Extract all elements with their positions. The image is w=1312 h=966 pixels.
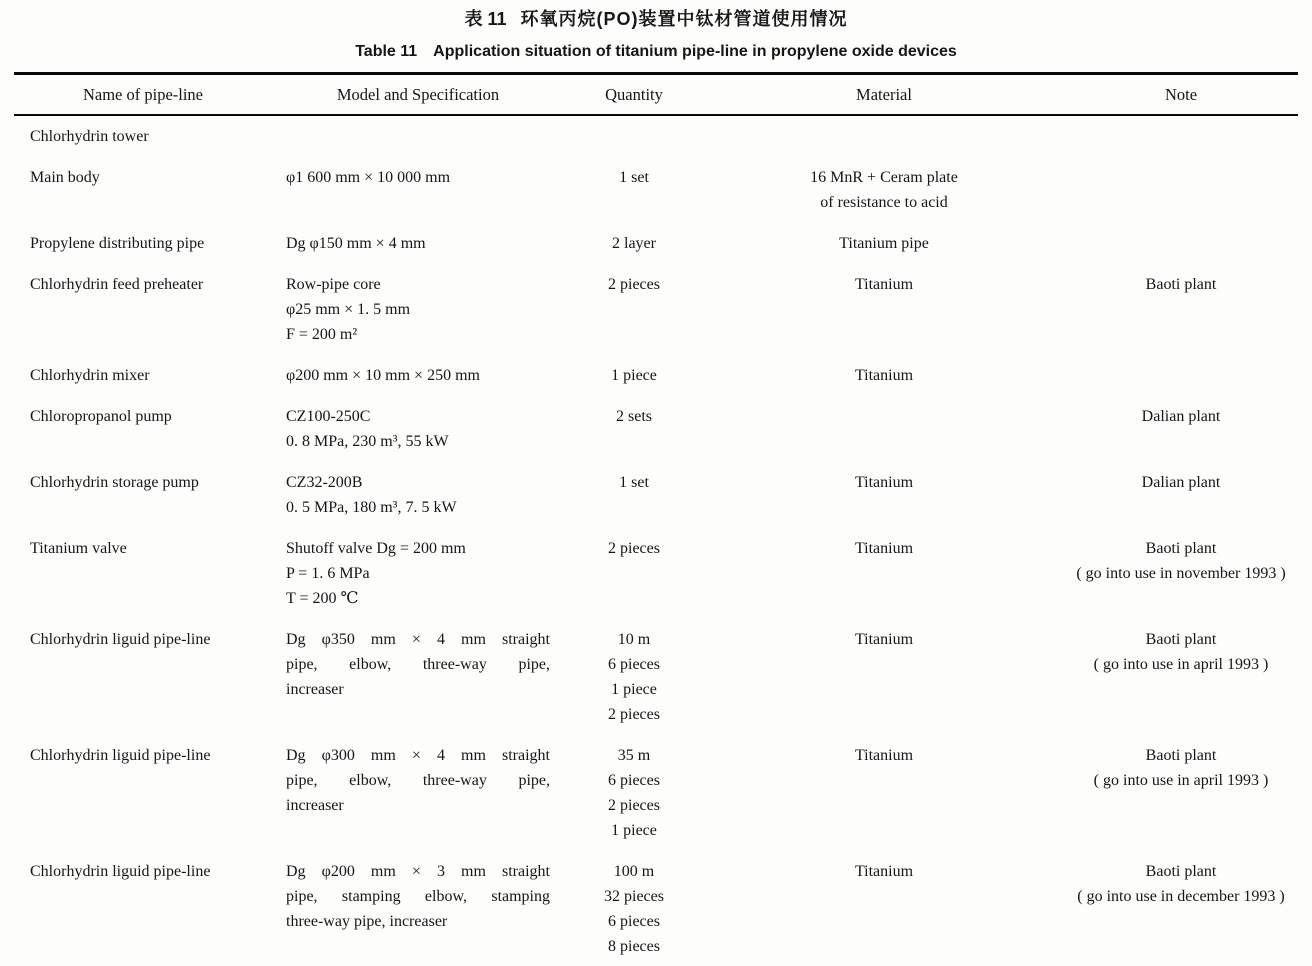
cell-line: Chlorhydrin feed preheater	[30, 276, 204, 293]
cell-line: ( go into use in december 1993 )	[1077, 888, 1285, 905]
name-cell	[14, 264, 272, 355]
cell-line: Dg φ150 mm × 4 mm	[286, 235, 426, 252]
name-cell	[14, 619, 272, 735]
table-row	[14, 619, 1298, 735]
note-cell	[1064, 355, 1298, 396]
cell-line: pipe, elbow, three-way pipe,	[286, 772, 550, 789]
cell-line: three-way pipe, increaser	[286, 913, 448, 930]
cell-line: Baoti plant	[1145, 276, 1217, 293]
spec-cell	[272, 528, 564, 619]
table-row	[14, 462, 1298, 528]
cell-line: Chlorhydrin tower	[30, 128, 149, 145]
cell-line: Dg φ300 mm × 4 mm straight	[286, 747, 550, 764]
name-cell	[14, 355, 272, 396]
cell-line: Chlorhydrin storage pump	[30, 474, 199, 491]
table-row	[14, 735, 1298, 851]
cell-line: 0. 8 MPa, 230 m³, 55 kW	[286, 433, 449, 450]
cell-line: Dg φ350 mm × 4 mm straight	[286, 631, 550, 648]
material-cell	[704, 528, 1064, 619]
cell-line: 8 pieces	[608, 938, 660, 955]
quantity-cell	[564, 462, 704, 528]
cell-line: 1 piece	[611, 681, 657, 698]
note-cell	[1064, 115, 1298, 157]
table-captions	[0, 0, 1312, 61]
cell-line: 2 pieces	[608, 540, 660, 557]
spec-text	[286, 470, 550, 520]
cell-line: increaser	[286, 797, 344, 814]
col-header-material: Material	[704, 74, 1064, 116]
quantity-cell	[564, 851, 704, 966]
material-cell	[704, 157, 1064, 223]
cell-line: P = 1. 6 MPa	[286, 565, 370, 582]
cell-line: Dg φ200 mm × 3 mm straight	[286, 863, 550, 880]
cell-line: Titanium	[854, 367, 914, 384]
note-cell	[1064, 223, 1298, 264]
note-cell	[1064, 735, 1298, 851]
cell-line: 1 set	[619, 474, 649, 491]
quantity-cell	[564, 264, 704, 355]
cell-line: Baoti plant	[1145, 540, 1217, 557]
spec-text	[286, 536, 550, 611]
material-cell	[704, 355, 1064, 396]
cell-line: ( go into use in november 1993 )	[1076, 565, 1286, 582]
material-cell	[704, 851, 1064, 966]
spec-cell	[272, 115, 564, 157]
table-caption-english-label: Table 11	[355, 43, 418, 60]
quantity-cell	[564, 157, 704, 223]
pipeline-table	[14, 72, 1298, 966]
cell-line: 0. 5 MPa, 180 m³, 7. 5 kW	[286, 499, 457, 516]
cell-line: Dalian plant	[1141, 474, 1221, 491]
cell-line: 1 piece	[611, 822, 657, 839]
table-wrapper	[14, 72, 1298, 966]
cell-line: 100 m	[613, 863, 655, 880]
col-header-spec: Model and Specification	[272, 74, 564, 116]
quantity-cell	[564, 115, 704, 157]
spec-text	[286, 363, 550, 388]
quantity-cell	[564, 396, 704, 462]
spec-cell	[272, 462, 564, 528]
table-row	[14, 157, 1298, 223]
table-caption-chinese	[0, 5, 1312, 31]
cell-line: increaser	[286, 681, 344, 698]
table-row	[14, 396, 1298, 462]
cell-line: Propylene distributing pipe	[30, 235, 205, 252]
table-caption-english	[0, 43, 1312, 61]
cell-line: Chlorhydrin liguid pipe-line	[30, 747, 211, 764]
table-row	[14, 851, 1298, 966]
cell-line: Titanium	[854, 276, 914, 293]
table-header	[14, 74, 1298, 116]
note-cell	[1064, 396, 1298, 462]
note-cell	[1064, 619, 1298, 735]
material-cell	[704, 396, 1064, 462]
table-row	[14, 115, 1298, 157]
quantity-cell	[564, 735, 704, 851]
cell-line: 2 sets	[616, 408, 652, 425]
spec-cell	[272, 264, 564, 355]
cell-line: of resistance to acid	[820, 194, 948, 211]
name-cell	[14, 735, 272, 851]
spec-cell	[272, 355, 564, 396]
table-caption-chinese-label: 表 11	[464, 9, 507, 29]
cell-line: φ200 mm × 10 mm × 250 mm	[286, 367, 480, 384]
cell-line: CZ32-200B	[286, 474, 363, 491]
cell-line: Titanium pipe	[839, 235, 929, 252]
cell-line: pipe, stamping elbow, stamping	[286, 888, 550, 905]
cell-line: T = 200 ℃	[286, 590, 359, 607]
cell-line: Chlorhydrin liguid pipe-line	[30, 863, 211, 880]
material-cell	[704, 264, 1064, 355]
cell-line: Dalian plant	[1141, 408, 1221, 425]
cell-line: 2 layer	[612, 235, 656, 252]
spec-cell	[272, 396, 564, 462]
col-header-note: Note	[1064, 74, 1298, 116]
cell-line: 35 m	[617, 747, 651, 764]
cell-line: Main body	[30, 169, 100, 186]
cell-line: ( go into use in april 1993 )	[1093, 656, 1269, 673]
cell-line: Baoti plant	[1145, 631, 1217, 648]
cell-line: Baoti plant	[1145, 863, 1217, 880]
note-cell	[1064, 462, 1298, 528]
spec-cell	[272, 223, 564, 264]
note-cell	[1064, 851, 1298, 966]
spec-text	[286, 627, 550, 702]
cell-line: Titanium	[854, 474, 914, 491]
cell-line: pipe, elbow, three-way pipe,	[286, 656, 550, 673]
cell-line: Baoti plant	[1145, 747, 1217, 764]
quantity-cell	[564, 223, 704, 264]
col-header-quantity: Quantity	[564, 74, 704, 116]
table-caption-english-text: Application situation of titanium pipe-line in propylene oxide devices	[433, 43, 957, 60]
material-cell	[704, 462, 1064, 528]
name-cell	[14, 462, 272, 528]
table-row	[14, 223, 1298, 264]
spec-cell	[272, 157, 564, 223]
cell-line: 2 pieces	[608, 706, 660, 723]
cell-line: 10 m	[617, 631, 651, 648]
cell-line: Titanium	[854, 863, 914, 880]
note-cell	[1064, 264, 1298, 355]
note-cell	[1064, 528, 1298, 619]
spec-text	[286, 404, 550, 454]
cell-line: F = 200 m²	[286, 326, 358, 343]
name-cell	[14, 157, 272, 223]
material-cell	[704, 223, 1064, 264]
cell-line: Titanium valve	[30, 540, 127, 557]
cell-line: 6 pieces	[608, 913, 660, 930]
name-cell	[14, 115, 272, 157]
cell-line: Row-pipe core	[286, 276, 381, 293]
table-row	[14, 264, 1298, 355]
cell-line: Chlorhydrin liguid pipe-line	[30, 631, 211, 648]
cell-line: 2 pieces	[608, 797, 660, 814]
cell-line: ( go into use in april 1993 )	[1093, 772, 1269, 789]
cell-line: 2 pieces	[608, 276, 660, 293]
cell-line: Titanium	[854, 540, 914, 557]
spec-text	[286, 231, 550, 256]
cell-line: φ25 mm × 1. 5 mm	[286, 301, 411, 318]
cell-line: 1 set	[619, 169, 649, 186]
cell-line: Titanium	[854, 631, 914, 648]
cell-line: Chloropropanol pump	[30, 408, 172, 425]
table-row	[14, 355, 1298, 396]
spec-cell	[272, 619, 564, 735]
cell-line: 32 pieces	[604, 888, 664, 905]
material-cell	[704, 619, 1064, 735]
name-cell	[14, 223, 272, 264]
spec-text	[286, 743, 550, 818]
spec-text	[286, 165, 550, 190]
cell-line: 6 pieces	[608, 656, 660, 673]
table-body	[14, 115, 1298, 966]
cell-line: Shutoff valve Dg = 200 mm	[286, 540, 466, 557]
table-row	[14, 528, 1298, 619]
header-row	[14, 74, 1298, 116]
name-cell	[14, 528, 272, 619]
spec-cell	[272, 851, 564, 966]
quantity-cell	[564, 528, 704, 619]
spec-text	[286, 272, 550, 347]
cell-line: Chlorhydrin mixer	[30, 367, 150, 384]
spec-text	[286, 859, 550, 934]
material-cell	[704, 735, 1064, 851]
cell-line: Titanium	[854, 747, 914, 764]
cell-line: φ1 600 mm × 10 000 mm	[286, 169, 451, 186]
table-caption-chinese-text: 环氧丙烷(PO)装置中钛材管道使用情况	[520, 9, 848, 29]
cell-line: CZ100-250C	[286, 408, 371, 425]
name-cell	[14, 396, 272, 462]
cell-line: 1 piece	[611, 367, 657, 384]
quantity-cell	[564, 355, 704, 396]
cell-line: 16 MnR + Ceram plate	[810, 169, 958, 186]
quantity-cell	[564, 619, 704, 735]
spec-cell	[272, 735, 564, 851]
name-cell	[14, 851, 272, 966]
note-cell	[1064, 157, 1298, 223]
material-cell	[704, 115, 1064, 157]
cell-line: 6 pieces	[608, 772, 660, 789]
col-header-name: Name of pipe-line	[14, 74, 272, 116]
